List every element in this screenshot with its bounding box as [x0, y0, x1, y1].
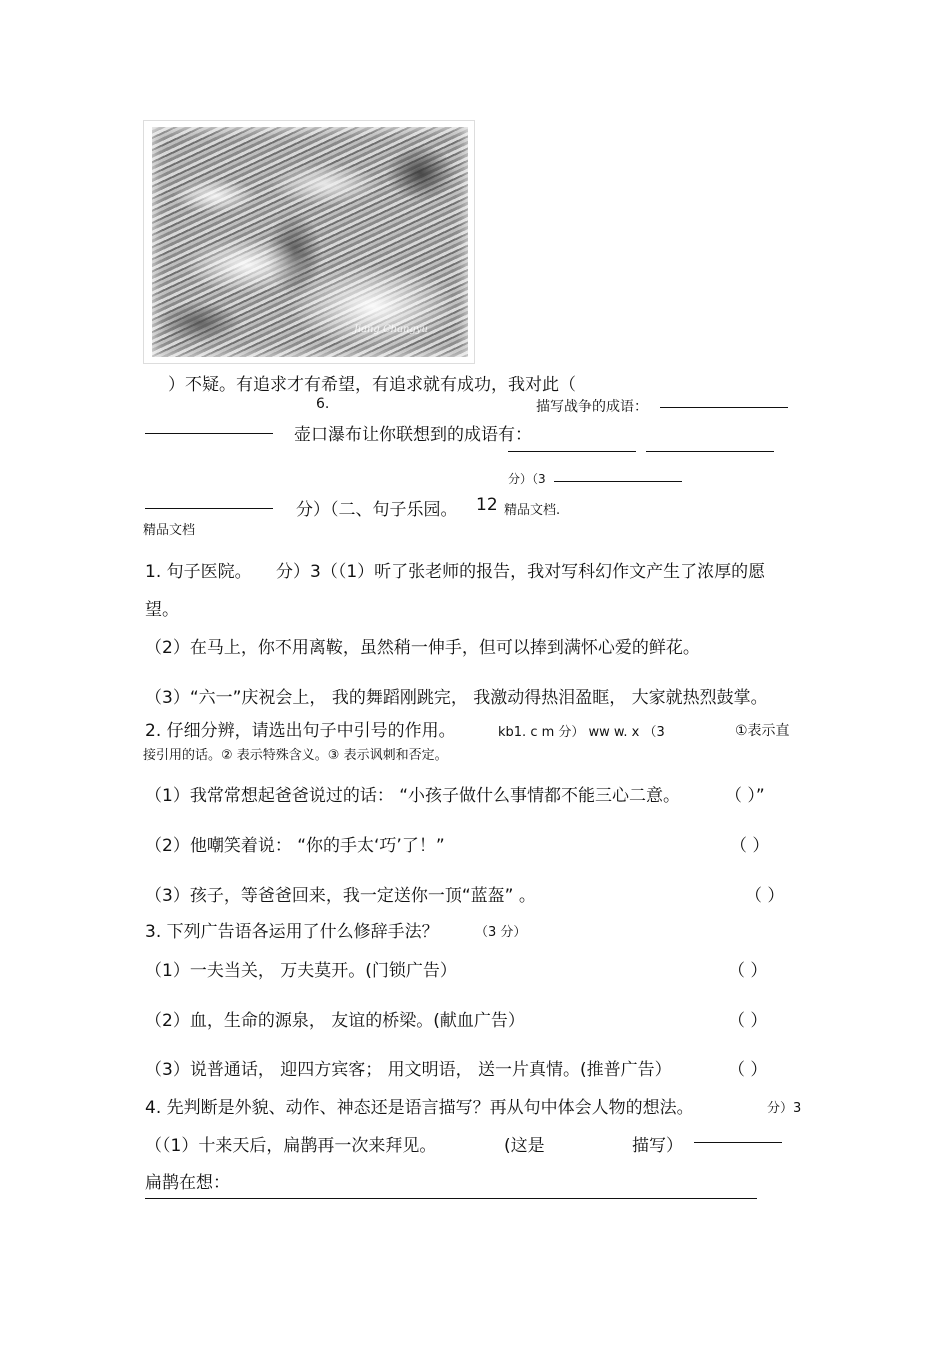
- answer-paren: （ ）”: [725, 786, 765, 806]
- q1-sentence-2: （2）在马上，你不用离鞍，虽然稍一伸手，但可以捧到满怀心爱的鲜花。: [145, 638, 700, 658]
- q1-sentence-1-cont: 望。: [145, 600, 179, 620]
- answer-paren: （ ）: [745, 886, 785, 906]
- answer-blank: [508, 451, 636, 452]
- section-2-heading: 分）（二、句子乐园。: [296, 500, 458, 520]
- q3-sentence-2: （2）血，生命的源泉， 友谊的桥梁。(献血广告）: [145, 1011, 525, 1031]
- q2-watermark: kb1. c m 分） ww w. x （3: [498, 725, 665, 740]
- answer-paren: （ ）: [728, 961, 768, 981]
- q4-sentence-1-suffix: 描写）: [632, 1136, 683, 1156]
- photo-signature: Jiang Changyu: [353, 324, 428, 335]
- answer-blank: [694, 1142, 782, 1143]
- text-line-1: ）不疑。有追求才有希望，有追求就有成功，我对此（: [168, 375, 576, 395]
- waterfall-image: [152, 127, 468, 357]
- score-fragment: 分）（3: [508, 472, 546, 486]
- q3-sentence-3: （3）说普通话， 迎四方宾客； 用文明语， 送一片真情。(推普广告）: [145, 1060, 672, 1080]
- q1-sentence-3: （3）“六一”庆祝会上， 我的舞蹈刚跳完， 我激动得热泪盈眶， 大家就热烈鼓掌。: [145, 688, 768, 708]
- answer-blank-long: [145, 1198, 757, 1199]
- answer-blank: [660, 407, 788, 408]
- war-idioms-prompt: 描写战争的成语：: [536, 399, 648, 415]
- answer-blank: [646, 451, 774, 452]
- q4-sentence-1: （（1）十来天后，扁鹊再一次来拜见。: [145, 1136, 437, 1156]
- q4-heading: 4. 先判断是外貌、动作、神态还是语言描写？再从句中体会人物的想法。: [145, 1098, 694, 1118]
- q2-sentence-1: （1）我常常想起爸爸说过的话： “小孩子做什么事情都不能三心二意。: [145, 786, 681, 806]
- q2-option-1: ①表示直: [735, 723, 790, 739]
- waterfall-photo: [143, 120, 475, 364]
- answer-blank: [554, 481, 682, 482]
- q3-sentence-1: （1）一夫当关， 万夫莫开。(门锁广告）: [145, 961, 457, 981]
- section-2-score: 12: [476, 495, 498, 515]
- q2-heading: 2. 仔细分辨，请选出句子中引号的作用。: [145, 721, 456, 741]
- q2-options: 接引用的话。② 表示特殊含义。③ 表示讽刺和否定。: [143, 748, 448, 763]
- q1-sentence-1: 分）3（（1）听了张老师的报告，我对写科幻作文产生了浓厚的愿: [276, 562, 766, 582]
- q2-sentence-3: （3）孩子，等爸爸回来，我一定送你一顶“蓝盔” 。: [145, 886, 536, 906]
- q2-sentence-2: （2）他嘲笑着说： “你的手太‘巧’了！”: [145, 836, 445, 856]
- answer-paren: （ ）: [728, 1011, 768, 1031]
- q4-score: 分）3: [767, 1101, 802, 1116]
- q4-sentence-1-prompt: (这是: [504, 1136, 545, 1156]
- q1-heading: 1. 句子医院。: [145, 562, 252, 582]
- answer-blank: [145, 508, 273, 509]
- hukou-idioms-prompt: 壶口瀑布让你联想到的成语有：: [294, 425, 532, 445]
- question-number-6: 6.: [316, 396, 330, 412]
- watermark-text: 精品文档: [143, 523, 196, 538]
- answer-blank: [145, 433, 273, 434]
- answer-paren: （ ）: [730, 836, 770, 856]
- q3-heading: 3. 下列广告语各运用了什么修辞手法？: [145, 922, 439, 942]
- q4-think-prompt: 扁鹊在想：: [145, 1173, 230, 1193]
- q3-score: （3 分）: [475, 925, 527, 940]
- answer-paren: （ ）: [728, 1060, 768, 1080]
- watermark-text: 精品文档.: [504, 503, 561, 518]
